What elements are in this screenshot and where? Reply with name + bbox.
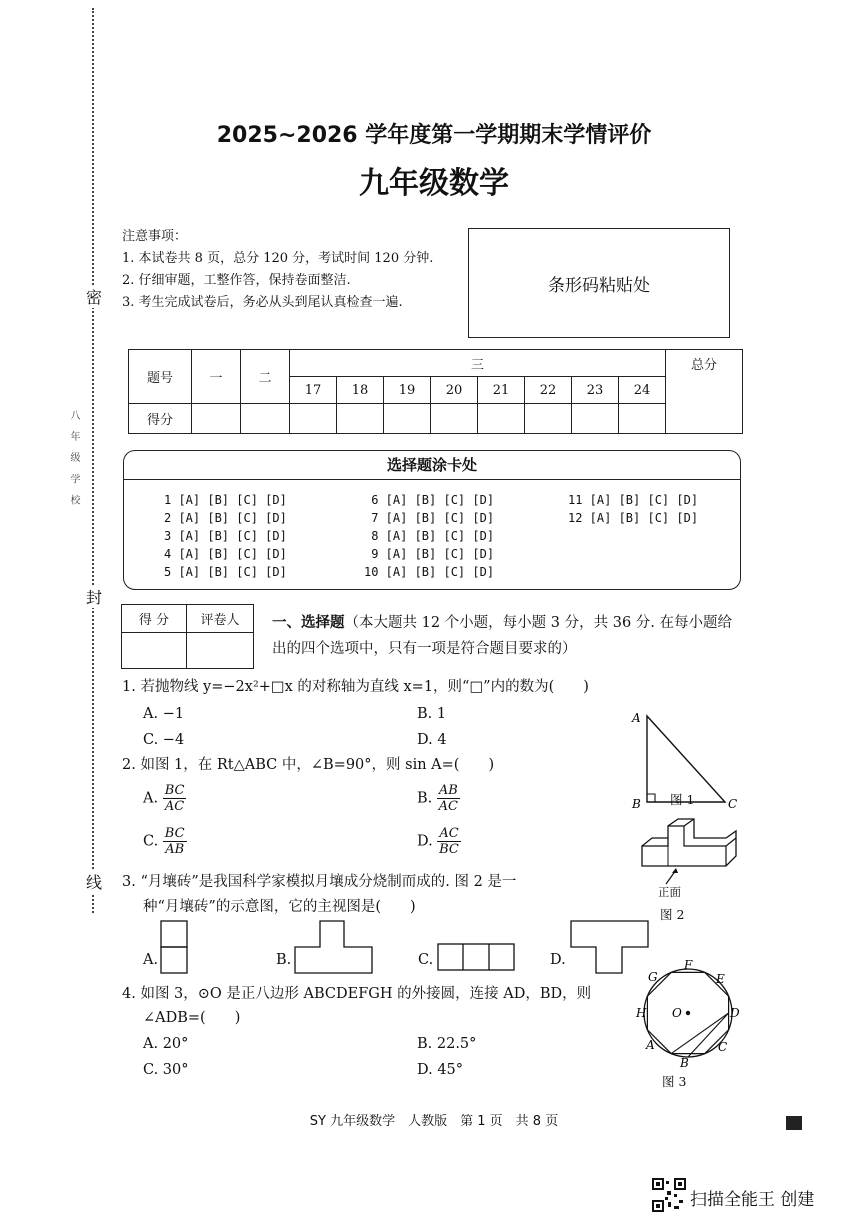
score-input-cell[interactable] bbox=[478, 404, 525, 434]
col-er: 二 bbox=[241, 350, 290, 404]
q2-b-fraction bbox=[437, 783, 460, 814]
q1-option-c: C. −4 bbox=[143, 732, 185, 748]
qr-code-icon bbox=[652, 1178, 686, 1212]
denominator: AC bbox=[164, 799, 185, 814]
score-input-cell[interactable] bbox=[384, 404, 431, 434]
q1-option-b: B. 1 bbox=[417, 706, 447, 722]
tihao-cell: 题号 bbox=[129, 350, 192, 404]
q3-stem-line2: 种“月壤砖”的示意图，它的主视图是( ) bbox=[143, 899, 416, 915]
fig1-caption: 图 1 bbox=[670, 792, 695, 807]
q2-a-fraction bbox=[163, 783, 187, 814]
fig3-label-h: H bbox=[636, 1006, 647, 1020]
zongfen-cell: 总分 bbox=[666, 350, 743, 434]
q4-option-b: B. 22.5° bbox=[417, 1036, 477, 1052]
subject-title: 九年级数学 bbox=[359, 166, 509, 201]
answer-options-col1[interactable]: 1 [A] [B] [C] [D] 2 [A] [B] [C] [D] 3 [A] [B] [C] [D] 4 [A] [B] [C] [D] 5 [A] [B] [C] [D] bbox=[164, 493, 287, 579]
page-footer: SY 九年级数学 人教版 第 1 页 共 8 页 bbox=[309, 1114, 559, 1129]
q3-option-a-figure bbox=[160, 920, 190, 975]
fig1-label-b: B bbox=[632, 797, 641, 811]
q2-c-label: C. bbox=[143, 833, 159, 850]
fig3-label-g: G bbox=[648, 970, 658, 984]
q2-option-b bbox=[417, 783, 460, 814]
q2-option-a bbox=[143, 783, 186, 814]
scanner-watermark: 扫描全能王 创建 bbox=[690, 1190, 815, 1210]
fig3-label-f: F bbox=[684, 958, 693, 972]
fig1-label-c: C bbox=[728, 797, 738, 811]
numerator: AB bbox=[438, 783, 458, 798]
q4-option-d: D. 45° bbox=[417, 1062, 464, 1078]
fig3-label-a: A bbox=[646, 1038, 655, 1052]
subcol: 23 bbox=[572, 377, 619, 404]
margin-mi: 密 bbox=[86, 285, 102, 308]
barcode-area bbox=[468, 228, 730, 338]
q2-stem: 2. 如图 1，在 Rt△ABC 中，∠B=90°，则 sin A=( ) bbox=[122, 757, 495, 773]
fig1-label-a: A bbox=[632, 711, 641, 725]
fig2-caption: 图 2 bbox=[660, 907, 685, 922]
grader-name-label: 评卷人 bbox=[187, 605, 254, 633]
q4-option-a: A. 20° bbox=[143, 1036, 189, 1052]
margin-feng: 封 bbox=[86, 585, 102, 608]
q1-option-d: D. 4 bbox=[417, 732, 447, 748]
subcol: 21 bbox=[478, 377, 525, 404]
denominator: AC bbox=[438, 799, 459, 814]
score-table bbox=[128, 349, 743, 434]
figure-2 bbox=[636, 816, 746, 896]
score-input-cell[interactable] bbox=[192, 404, 241, 434]
q2-b-label: B. bbox=[417, 790, 433, 807]
numerator: BC bbox=[164, 783, 185, 798]
q2-d-label: D. bbox=[417, 833, 433, 850]
q3-option-b-label: B. bbox=[276, 952, 292, 968]
q4-stem-line2: ∠ADB=( ) bbox=[143, 1010, 241, 1026]
q3-option-c-figure bbox=[437, 943, 517, 973]
fig3-label-d: D bbox=[730, 1006, 740, 1020]
q1-option-a: A. −1 bbox=[143, 706, 185, 722]
score-input-cell[interactable] bbox=[241, 404, 290, 434]
score-input-cell[interactable] bbox=[619, 404, 666, 434]
denominator: BC bbox=[439, 842, 459, 857]
q3-stem-line1: 3. “月壤砖”是我国科学家模拟月壤成分烧制而成的. 图 2 是一 bbox=[122, 874, 517, 890]
q3-option-d-label: D. bbox=[550, 952, 566, 968]
score-input-cell[interactable] bbox=[290, 404, 337, 434]
subcol: 17 bbox=[290, 377, 337, 404]
section-desc: （本大题共 12 个小题，每小题 3 分，共 36 分. 在每小题给出的四个选项中，只有一项是符合题目要求的） bbox=[272, 615, 732, 657]
fig3-label-b: B bbox=[680, 1056, 689, 1070]
grader-name-cell[interactable] bbox=[187, 633, 254, 669]
numerator: BC bbox=[164, 826, 185, 841]
subcol: 18 bbox=[337, 377, 384, 404]
q2-a-label: A. bbox=[143, 790, 159, 807]
score-input-cell[interactable] bbox=[431, 404, 478, 434]
fig3-label-c: C bbox=[718, 1040, 728, 1054]
note-item: 1. 本试卷共 8 页，总分 120 分，考试时间 120 分钟. bbox=[122, 251, 434, 266]
grader-score-cell[interactable] bbox=[122, 633, 187, 669]
fig2-front-label: 正面 bbox=[658, 885, 681, 899]
grader-box bbox=[121, 604, 254, 669]
subcol: 24 bbox=[619, 377, 666, 404]
answer-options-col3[interactable]: 11 [A] [B] [C] [D] 12 [A] [B] [C] [D] bbox=[568, 493, 699, 525]
figure-3 bbox=[628, 955, 748, 1075]
subcol: 20 bbox=[431, 377, 478, 404]
fig3-label-e: E bbox=[716, 972, 725, 986]
corner-mark bbox=[786, 1116, 802, 1130]
score-input-cell[interactable] bbox=[572, 404, 619, 434]
q1-stem: 1. 若抛物线 y=−2x²+□x 的对称轴为直线 x=1，则“□”内的数为( ) bbox=[122, 679, 589, 695]
col-yi: 一 bbox=[192, 350, 241, 404]
notes-heading: 注意事项： bbox=[122, 229, 188, 244]
denominator: AB bbox=[165, 842, 185, 857]
fig3-label-o: O bbox=[672, 1006, 682, 1020]
fig3-caption: 图 3 bbox=[662, 1074, 687, 1089]
answer-card-title: 选择题涂卡处 bbox=[124, 451, 740, 480]
q3-option-a-label: A. bbox=[143, 952, 159, 968]
notes bbox=[122, 226, 433, 314]
q3-option-b-figure bbox=[294, 920, 374, 975]
section-title: 一、选择题 bbox=[272, 615, 345, 631]
q2-option-c bbox=[143, 826, 187, 857]
q4-stem-line1: 4. 如图 3，⊙O 是正八边形 ABCDEFGH 的外接圆，连接 AD，BD，则 bbox=[122, 986, 592, 1002]
subcol: 19 bbox=[384, 377, 431, 404]
margin-side-text: 八 年 级 学 校 bbox=[68, 410, 79, 509]
numerator: AC bbox=[439, 826, 459, 841]
note-item: 3. 考生完成试卷后，务必从头到尾认真检查一遍. bbox=[122, 295, 403, 310]
subcol: 22 bbox=[525, 377, 572, 404]
answer-options-col2[interactable]: 6 [A] [B] [C] [D] 7 [A] [B] [C] [D] 8 [A] [B] [C] [D] 9 [A] [B] [C] [D] 10 [A] [B] [C] [D] bbox=[364, 493, 495, 579]
margin-xian: 线 bbox=[86, 870, 102, 893]
answer-card bbox=[123, 450, 741, 590]
q2-option-d bbox=[417, 826, 461, 857]
col-san: 三 bbox=[290, 350, 666, 377]
q3-option-c-label: C. bbox=[418, 952, 434, 968]
score-input-cell[interactable] bbox=[337, 404, 384, 434]
q2-d-fraction bbox=[437, 826, 460, 857]
score-input-cell[interactable] bbox=[525, 404, 572, 434]
section-heading bbox=[272, 610, 742, 662]
barcode-label: 条形码粘贴处 bbox=[548, 275, 650, 296]
exam-title: 2025~2026 学年度第一学期期末学情评价 bbox=[216, 123, 652, 148]
grader-score-label: 得 分 bbox=[122, 605, 187, 633]
defen-cell: 得分 bbox=[129, 404, 192, 434]
note-item: 2. 仔细审题，工整作答，保持卷面整洁. bbox=[122, 273, 351, 288]
q4-option-c: C. 30° bbox=[143, 1062, 189, 1078]
q2-c-fraction bbox=[163, 826, 187, 857]
